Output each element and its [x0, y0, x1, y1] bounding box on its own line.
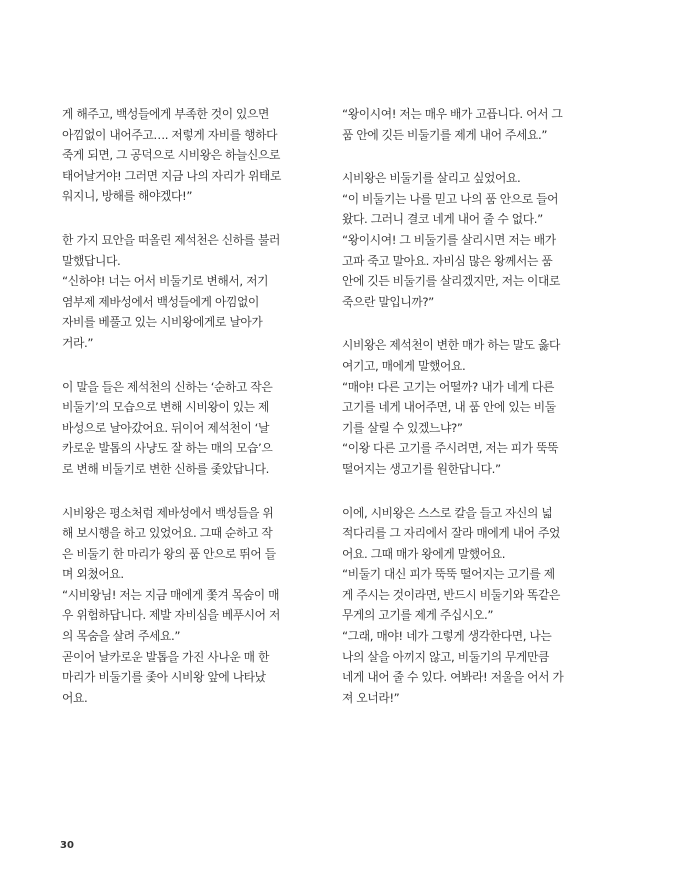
text-line: “시비왕님! 저는 지금 매에게 쫓겨 목숨이 매	[62, 587, 280, 602]
text-line: 곧이어 날카로운 발톱을 가진 사나운 매 한	[62, 649, 270, 664]
text-line: 떨어지는 생고기를 원한답니다.”	[342, 461, 501, 476]
text-line: 마리가 비둘기를 좇아 시비왕 앞에 나타났	[62, 670, 266, 685]
text-line: 고파 죽고 말아요. 자비심 많은 왕께서는 품	[342, 253, 553, 268]
paragraph	[62, 377, 358, 480]
text-line: 바성으로 날아갔어요. 뒤이어 제석천이 ‘날	[62, 420, 270, 435]
text-line: 카로운 발톱의 사냥도 잘 하는 매의 모습’으	[62, 441, 273, 456]
text-line: 왔다. 그러니 결코 네게 내어 줄 수 없다.”	[342, 212, 543, 227]
text-line: 네게 내어 줄 수 있다. 여봐라! 저울을 어서 가	[342, 670, 564, 685]
right-text-column	[342, 104, 642, 731]
text-line: 한 가지 묘안을 떠올린 제석천은 신하를 불러	[62, 232, 281, 247]
text-line: “비둘기 대신 피가 뚝뚝 떨어지는 고기를 제	[342, 567, 555, 582]
text-line: 죽게 되면, 그 공덕으로 시비왕은 하늘신으로	[62, 148, 281, 163]
text-line: 거라.”	[62, 335, 94, 350]
text-line: 죽으란 말입니까?”	[342, 294, 434, 309]
paragraph	[342, 168, 642, 312]
text-line: 비둘기’의 모습으로 변해 시비왕이 있는 제	[62, 400, 270, 415]
text-line: “이왕 다른 고기를 주시려면, 저는 피가 뚝뚝	[342, 441, 559, 456]
paragraph	[62, 230, 358, 354]
text-line: 기를 살릴 수 있겠느냐?”	[342, 420, 463, 435]
paragraph	[342, 503, 642, 709]
paragraph	[342, 335, 642, 479]
text-line: 이 말을 들은 제석천의 신하는 ‘순하고 작은	[62, 379, 273, 394]
text-line: 어요.	[62, 690, 88, 705]
text-line: 해 보시행을 하고 있었어요. 그때 순하고 작	[62, 526, 273, 541]
text-line: 염부제 제바성에서 백성들에게 아낌없이	[62, 294, 259, 309]
text-line: 며 외쳤어요.	[62, 567, 124, 582]
text-line: “왕이시여! 저는 매우 배가 고픕니다. 어서 그	[342, 107, 563, 121]
text-line: 아낌없이 내어주고…. 저렇게 자비를 행하다	[62, 127, 278, 142]
text-line: “그래, 매야! 네가 그렇게 생각한다면, 나는	[342, 629, 552, 644]
text-line: 시비왕은 비둘기를 살리고 싶었어요.	[342, 171, 521, 186]
text-line: “왕이시여! 그 비둘기를 살리시면 저는 배가	[342, 232, 556, 247]
text-line: 우 위험하답니다. 제발 자비심을 베푸시어 저	[62, 608, 281, 623]
text-line: “이 비둘기는 나를 믿고 나의 품 안으로 들어	[342, 191, 559, 206]
text-line: 게 해주고, 백성들에게 부족한 것이 있으면	[62, 107, 270, 121]
text-line: 여기고, 매에게 말했어요.	[342, 358, 466, 373]
text-line: 나의 살을 아끼지 않고, 비둘기의 무게만큼	[342, 649, 550, 664]
page-number: 30	[60, 840, 74, 851]
text-line: “신하야! 너는 어서 비둘기로 변해서, 저기	[62, 274, 269, 289]
text-line: 자비를 베풀고 있는 시비왕에게로 날아가	[62, 315, 263, 330]
text-line: 적다리를 그 자리에서 잘라 매에게 내어 주었	[342, 526, 561, 541]
text-line: 게 주시는 것이라면, 반드시 비둘기와 똑같은	[342, 587, 561, 602]
text-line: 어요. 그때 매가 왕에게 말했어요.	[342, 546, 506, 561]
text-line: 태어날거야! 그러면 지금 나의 자리가 위태로	[62, 168, 282, 183]
text-line: 말했답니다.	[62, 253, 121, 268]
text-line: 시비왕은 제석천이 변한 매가 하는 말도 옳다	[342, 338, 561, 353]
paragraph	[62, 503, 358, 709]
paragraph	[62, 104, 358, 207]
text-line: 의 목숨을 살려 주세요.”	[62, 629, 181, 644]
text-line: 은 비둘기 한 마리가 왕의 품 안으로 뛰어 들	[62, 546, 276, 561]
text-line: 고기를 네게 내어주면, 내 품 안에 있는 비둘	[342, 400, 556, 415]
text-line: “매야! 다른 고기는 어떨까? 내가 네게 다른	[342, 379, 554, 394]
left-text-column	[62, 104, 358, 731]
text-line: 로 변해 비둘기로 변한 신하를 좇았답니다.	[62, 461, 270, 476]
text-line: 져 오너라!”	[342, 690, 400, 705]
text-line: 시비왕은 평소처럼 제바성에서 백성들을 위	[62, 505, 274, 520]
text-line: 안에 깃든 비둘기를 살리겠지만, 저는 이대로	[342, 274, 561, 289]
text-line: 워지니, 방해를 해야겠다!”	[62, 189, 193, 204]
text-line: 무게의 고기를 제게 주십시오.”	[342, 608, 494, 623]
paragraph	[342, 104, 642, 145]
text-line: 품 안에 깃든 비둘기를 제게 내어 주세요.”	[342, 127, 548, 142]
text-line: 이에, 시비왕은 스스로 칼을 들고 자신의 넓	[342, 505, 553, 520]
